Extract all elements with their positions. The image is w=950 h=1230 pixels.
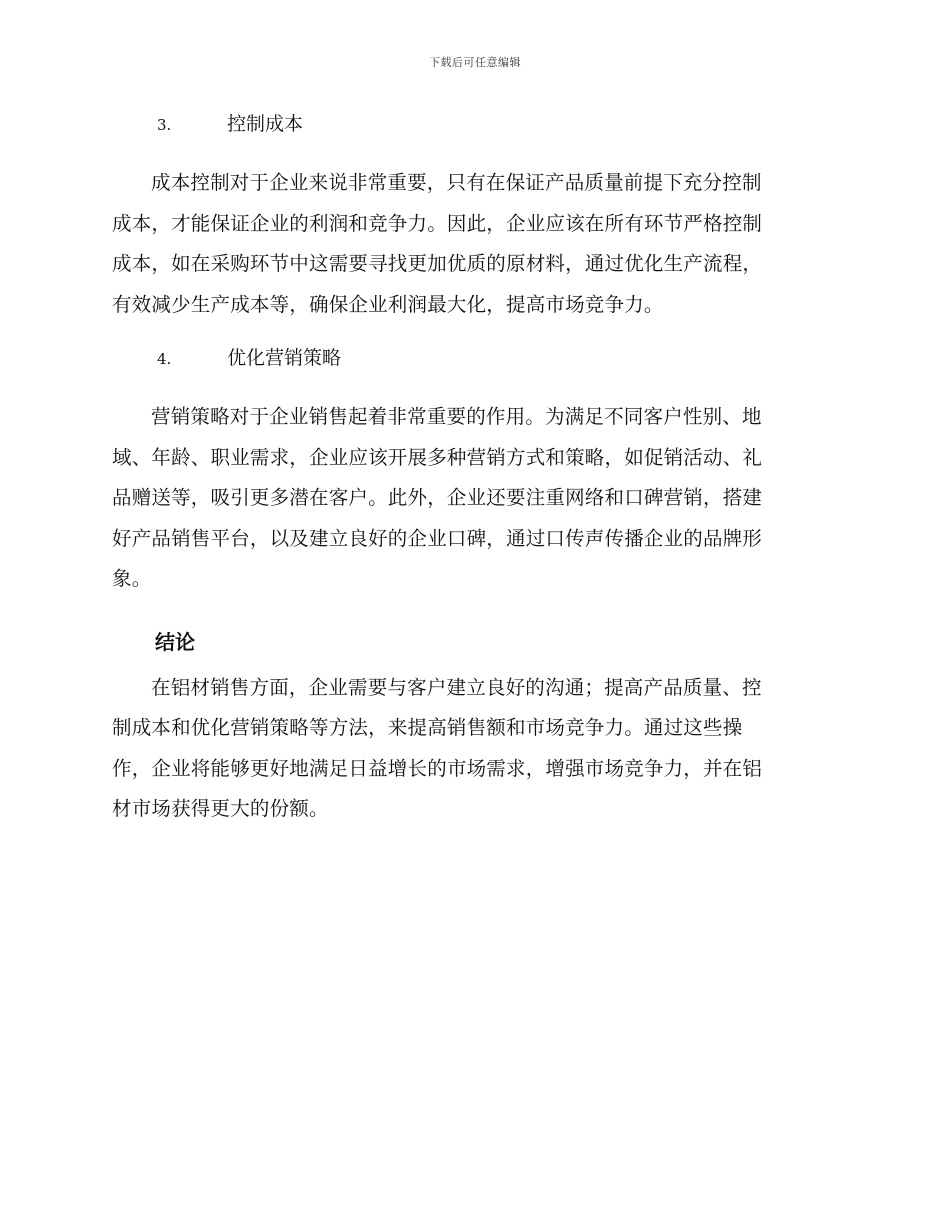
- section-heading-marketing: [112, 343, 832, 379]
- section-number: 4.: [157, 350, 172, 368]
- paragraph-line: 象。: [112, 567, 152, 590]
- paragraph-line: 成本，如在采购环节中这需要寻找更加优质的原材料，通过优化生产流程，: [112, 252, 763, 275]
- section-heading-cost-control: [112, 109, 832, 145]
- conclusion-heading: 结论: [155, 629, 195, 654]
- paragraph-line: 营销策略对于企业销售起着非常重要的作用。为满足不同客户性别、地: [151, 405, 762, 428]
- paragraph-line: 品赠送等，吸引更多潜在客户。此外，企业还要注重网络和口碑营销，搭建: [112, 486, 763, 509]
- paragraph-cost-control: [112, 163, 832, 325]
- document-body: [112, 109, 832, 830]
- page-header: 下载后可任意编辑: [429, 56, 521, 69]
- paragraph-line: 域、年龄、职业需求，企业应该开展多种营销方式和策略，如促销活动、礼: [112, 445, 763, 469]
- paragraph-marketing: [112, 397, 832, 600]
- paragraph-line: 制成本和优化营销策略等方法，来提高销售额和市场竞争力。通过这些操: [112, 716, 743, 739]
- paragraph-line: 材市场获得更大的份额。: [112, 797, 329, 820]
- paragraph-line: 成本控制对于企业来说非常重要，只有在保证产品质量前提下充分控制: [151, 171, 762, 194]
- paragraph-line: 成本，才能保证企业的利润和竞争力。因此，企业应该在所有环节严格控制: [112, 211, 763, 235]
- section-number: 3.: [157, 116, 172, 134]
- paragraph-line: 有效减少生产成本等，确保企业利润最大化，提高市场竞争力。: [112, 292, 664, 316]
- paragraph-line: 好产品销售平台，以及建立良好的企业口碑，通过口传声传播企业的品牌形: [112, 526, 763, 550]
- section-title: 优化营销策略: [227, 347, 342, 369]
- section-title: 控制成本: [227, 113, 304, 135]
- paragraph-line: 作，企业将能够更好地满足日益增长的市场需求，增强市场竞争力，并在铝: [112, 756, 763, 780]
- paragraph-line: 在铝材销售方面，企业需要与客户建立良好的沟通；提高产品质量、控: [151, 675, 762, 699]
- paragraph-conclusion: [112, 668, 832, 830]
